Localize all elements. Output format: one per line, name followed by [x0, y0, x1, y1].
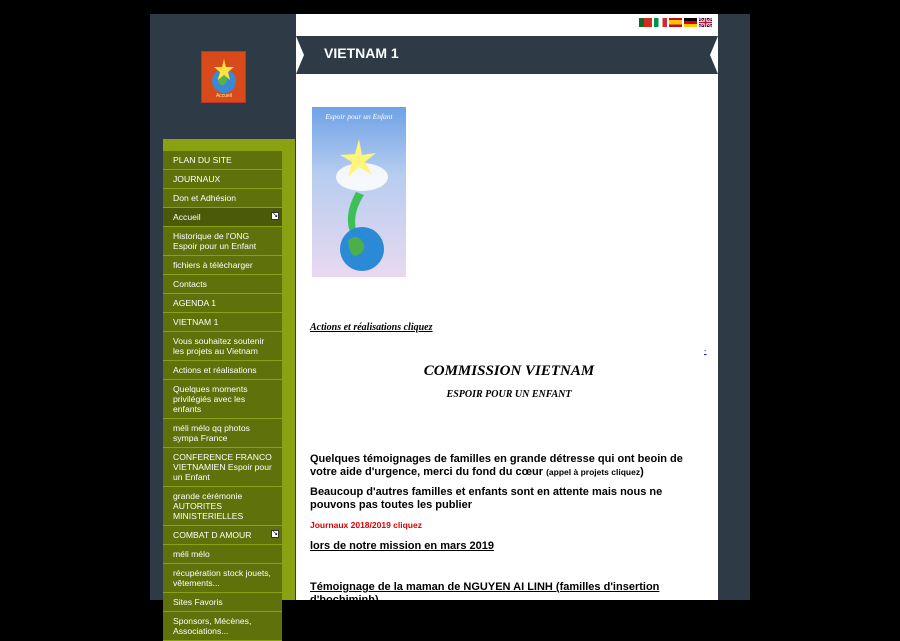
nav-item-recuperation[interactable] [163, 564, 282, 593]
appel-projets-link[interactable]: (appel à projets cliquez [546, 467, 641, 477]
nav-item-conference[interactable] [163, 448, 282, 487]
nav-item-label: récupération stock jouets, vêtements... [173, 568, 271, 588]
nav-item-actions[interactable] [163, 361, 282, 380]
poster-title: Espoir pour un Enfant [325, 112, 393, 121]
banner-right-notch [710, 36, 718, 74]
nav-item-agenda[interactable] [163, 294, 282, 313]
nav-item-ceremonie[interactable] [163, 487, 282, 526]
paren-close: ) [640, 466, 644, 478]
nav-item-label: COMBAT D AMOUR [173, 530, 252, 540]
commission-title: COMMISSION VIETNAM [423, 363, 595, 379]
submenu-arrow-icon[interactable]: ↘ [272, 212, 278, 219]
flag-germany-icon[interactable] [684, 18, 697, 27]
right-side-panel [718, 14, 750, 600]
nav-item-combat-amour[interactable] [163, 526, 282, 545]
nav-item-label: VIETNAM 1 [173, 317, 219, 327]
nav-item-label: Quelques moments privilégiés avec les enfants [173, 384, 248, 414]
nav-item-fichiers[interactable] [163, 256, 282, 275]
nav-item-historique[interactable] [163, 227, 282, 256]
nav-item-label: méli mélo [173, 549, 210, 559]
nav-item-label: Actions et réalisations [173, 365, 257, 375]
nav-item-label: Sponsors, Mécènes, Associations... [173, 616, 252, 636]
poster-globe-icon [312, 107, 406, 277]
nav-item-label: fichiers à télécharger [173, 260, 253, 270]
nav-item-label: Historique de l'ONG Espoir pour un Enfant [173, 231, 257, 251]
espoir-poster-image [312, 107, 406, 277]
mission-heading: lors de notre mission en mars 2019 [310, 540, 495, 552]
small-link[interactable]: - [704, 348, 707, 355]
site-logo[interactable] [201, 51, 246, 103]
nav-item-label: JOURNAUX [173, 174, 221, 184]
nav-item-label: Don et Adhésion [173, 193, 237, 203]
nav-item-label: AGENDA 1 [173, 298, 216, 308]
nav-item-vietnam[interactable] [163, 313, 282, 332]
nav-item-contacts[interactable] [163, 275, 282, 294]
nav-item-sites-favoris[interactable] [163, 593, 282, 612]
uk-cross-icon [699, 18, 712, 27]
testimonials-text: Quelques témoignages de familles en grande détresse qui ont beoin de votre aide d'urgence, merci du fond du cœur [310, 453, 683, 478]
commission-subtitle: ESPOIR POUR UN ENFANT [446, 389, 572, 400]
page-title: VIETNAM 1 [324, 45, 399, 61]
nav-item-moments[interactable] [163, 380, 282, 419]
flag-portugal-icon[interactable] [639, 18, 652, 27]
nav-item-accueil[interactable] [163, 208, 282, 227]
testimony-heading: Témoignage de la maman de NGUYEN AI LINH (familles d'insertion d'hochiminh) [310, 581, 660, 606]
nav-item-label: Contacts [173, 279, 207, 289]
language-bar [296, 14, 718, 36]
nav-item-don-adhesion[interactable] [163, 189, 282, 208]
nav-item-label: Vous souhaitez soutenir les projets au Vietnam [173, 336, 265, 356]
logo-globe-icon [205, 55, 243, 99]
nav-item-soutenir[interactable] [163, 332, 282, 361]
nav-item-journaux[interactable] [163, 170, 282, 189]
page-banner [296, 36, 718, 74]
language-flags [639, 18, 712, 27]
nav-item-sponsors[interactable] [163, 612, 282, 641]
actions-link[interactable]: Actions et réalisations cliquez [310, 322, 433, 333]
svg-text:Accueil: Accueil [215, 93, 232, 99]
submenu-arrow-icon[interactable]: ↘ [272, 530, 278, 537]
flag-uk-icon[interactable] [699, 18, 712, 27]
flag-spain-icon[interactable] [669, 18, 682, 27]
flag-italy-icon[interactable] [654, 18, 667, 27]
waiting-families-paragraph: Beaucoup d'autres familles et enfants sont en attente mais nous ne pouvons pas toutes les publier [310, 486, 663, 511]
testimonials-paragraph [310, 453, 710, 479]
nav-item-label: méli mélo qq photos sympa France [173, 423, 250, 443]
nav-item-label: Sites Favoris [173, 597, 223, 607]
nav-item-meli-melo-photos[interactable] [163, 419, 282, 448]
nav-item-label: grande cérémonie AUTORITES MINISTERIELLES [173, 491, 244, 521]
nav-item-meli-melo[interactable] [163, 545, 282, 564]
nav-item-label: Accueil [173, 212, 201, 222]
sidebar-nav [163, 139, 295, 636]
journaux-link[interactable]: Journaux 2018/2019 cliquez [310, 520, 422, 530]
nav-item-plan-du-site[interactable] [163, 151, 282, 170]
banner-left-notch [296, 36, 304, 74]
nav-item-label: PLAN DU SITE [173, 155, 232, 165]
nav-item-label: CONFERENCE FRANCO VIETNAMIEN Espoir pour un Enfant [173, 452, 272, 482]
